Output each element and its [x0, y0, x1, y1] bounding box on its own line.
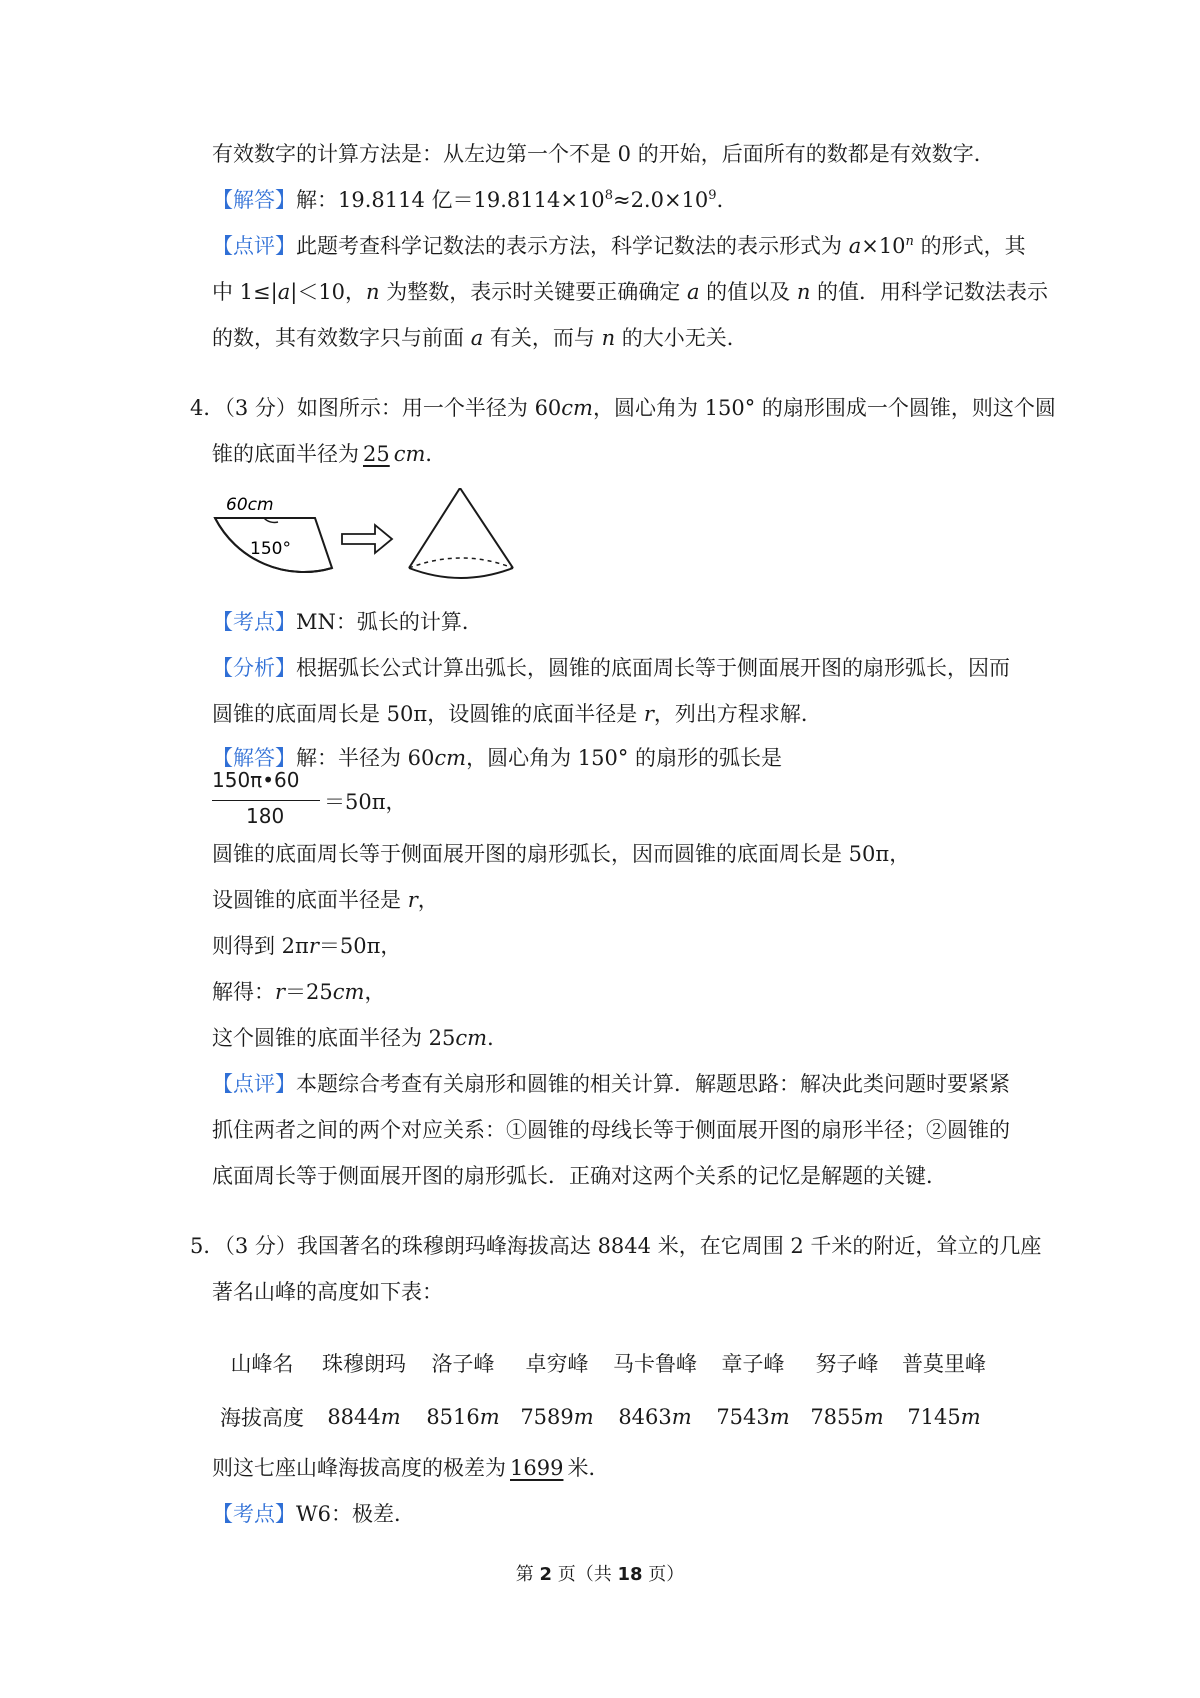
comment-line: 中 1≤|a|＜10，n 为整数，表示时关键要正确确定 a 的值以及 n 的值．用科学记数法表示 — [212, 280, 1049, 304]
arrow-icon — [342, 525, 392, 553]
text-line: 有效数字的计算方法是：从左边第一个不是 0 的开始，后面所有的数都是有效数字． — [212, 142, 995, 166]
solution-tag: 【解答】 — [212, 188, 296, 212]
kaodian-line: 【考点】MN：弧长的计算． — [212, 610, 483, 634]
table-header-cell: 海拔高度 — [220, 1406, 304, 1430]
page-footer: 第 2 页（共 18 页） — [515, 1564, 685, 1585]
question-4-stem: 4．（3 分）如图所示：用一个半径为 60cm，圆心角为 150° 的扇形围成一个圆锥，则这个圆 — [190, 396, 1056, 420]
analysis-line: 【分析】根据弧长公式计算出弧长，圆锥的底面周长等于侧面展开图的扇形弧长，因而 — [212, 656, 1010, 680]
question-4-stem: 锥的底面半径为 25 cm． — [212, 442, 447, 466]
comment-tag: 【点评】 — [212, 1072, 296, 1096]
solution-tag: 【解答】 — [212, 746, 296, 770]
peak-height-table — [212, 1336, 994, 1444]
comment-line: 【点评】此题考查科学记数法的表示方法，科学记数法的表示形式为 $a\times 10^n$ 的形式，其 — [212, 234, 1026, 258]
table-cell: 7589m — [520, 1405, 594, 1429]
comment-line: 的数，其有效数字只与前面 a 有关，而与 n 的大小无关． — [212, 326, 748, 350]
table-cell: 7543m — [716, 1405, 790, 1429]
table-cell: 8844m — [327, 1405, 401, 1429]
radius-label: 60cm — [226, 495, 274, 515]
table-cell: 8516m — [426, 1405, 500, 1429]
cone-shape — [409, 488, 513, 568]
page-total: 18 — [617, 1564, 643, 1585]
answer-line: 【解答】解：19.8114 亿$=19.8114\times 10^8\approx 2.0\times 10^9$． — [212, 188, 738, 212]
question-5-stem: 著名山峰的高度如下表： — [212, 1280, 443, 1304]
kaodian-tag: 【考点】 — [212, 610, 296, 634]
angle-label: 150° — [250, 539, 291, 559]
solution-line: 解得：r＝25cm， — [212, 980, 386, 1004]
solution-line: 设圆锥的底面半径是 r， — [212, 888, 439, 912]
answer-blank: 25 — [363, 442, 390, 466]
table-cell: 洛子峰 — [431, 1352, 495, 1376]
comment-line: 【点评】本题综合考查有关扇形和圆锥的相关计算．解题思路：解决此类问题时要紧紧 — [212, 1072, 1010, 1096]
sector-to-cone-figure — [212, 488, 552, 588]
table-cell: 7855m — [810, 1405, 884, 1429]
table-cell: 章子峰 — [721, 1352, 785, 1376]
solution-line: 圆锥的底面周长等于侧面展开图的扇形弧长，因而圆锥的底面周长是 50π， — [212, 842, 911, 866]
page-number: 2 — [539, 1564, 552, 1585]
analysis-tag: 【分析】 — [212, 656, 296, 680]
table-row — [212, 1390, 994, 1444]
analysis-line: 圆锥的底面周长是 50π，设圆锥的底面半径是 r，列出方程求解． — [212, 702, 822, 726]
table-cell: 珠穆朗玛 — [322, 1352, 406, 1376]
comment-line: 抓住两者之间的两个对应关系：①圆锥的母线长等于侧面展开图的扇形半径；②圆锥的 — [212, 1118, 1010, 1142]
fraction-bar — [212, 800, 320, 801]
answer-blank: 1699 — [510, 1456, 564, 1480]
table-header-cell: 山峰名 — [230, 1352, 294, 1376]
table-row — [212, 1336, 994, 1390]
fraction-denominator: 180 — [246, 804, 285, 828]
solution-line: 则得到 2πr＝50π， — [212, 934, 402, 958]
table-cell: 努子峰 — [815, 1352, 879, 1376]
table-cell: 马卡鲁峰 — [613, 1352, 697, 1376]
solution-line: 【解答】解：半径为 60cm，圆心角为 150° 的扇形的弧长是 — [212, 746, 783, 770]
kaodian-tag: 【考点】 — [212, 1502, 296, 1526]
solution-line: 这个圆锥的底面半径为 25cm． — [212, 1026, 509, 1050]
question-5-answer-line: 则这七座山峰海拔高度的极差为 1699 米． — [212, 1456, 610, 1480]
comment-tag: 【点评】 — [212, 234, 296, 258]
comment-line: 底面周长等于侧面展开图的扇形弧长．正确对这两个关系的记忆是解题的关键． — [212, 1164, 947, 1188]
table-cell: 8463m — [618, 1405, 692, 1429]
question-5-stem: 5．（3 分）我国著名的珠穆朗玛峰海拔高达 8844 米，在它周围 2 千米的附近，耸立的几座 — [190, 1234, 1042, 1258]
table-cell: 普莫里峰 — [902, 1352, 986, 1376]
fraction-numerator: 150π•60 — [212, 768, 300, 792]
table-cell: 卓穷峰 — [525, 1352, 589, 1376]
table-cell: 7145m — [907, 1405, 981, 1429]
kaodian-line: 【考点】W6：极差． — [212, 1502, 415, 1526]
